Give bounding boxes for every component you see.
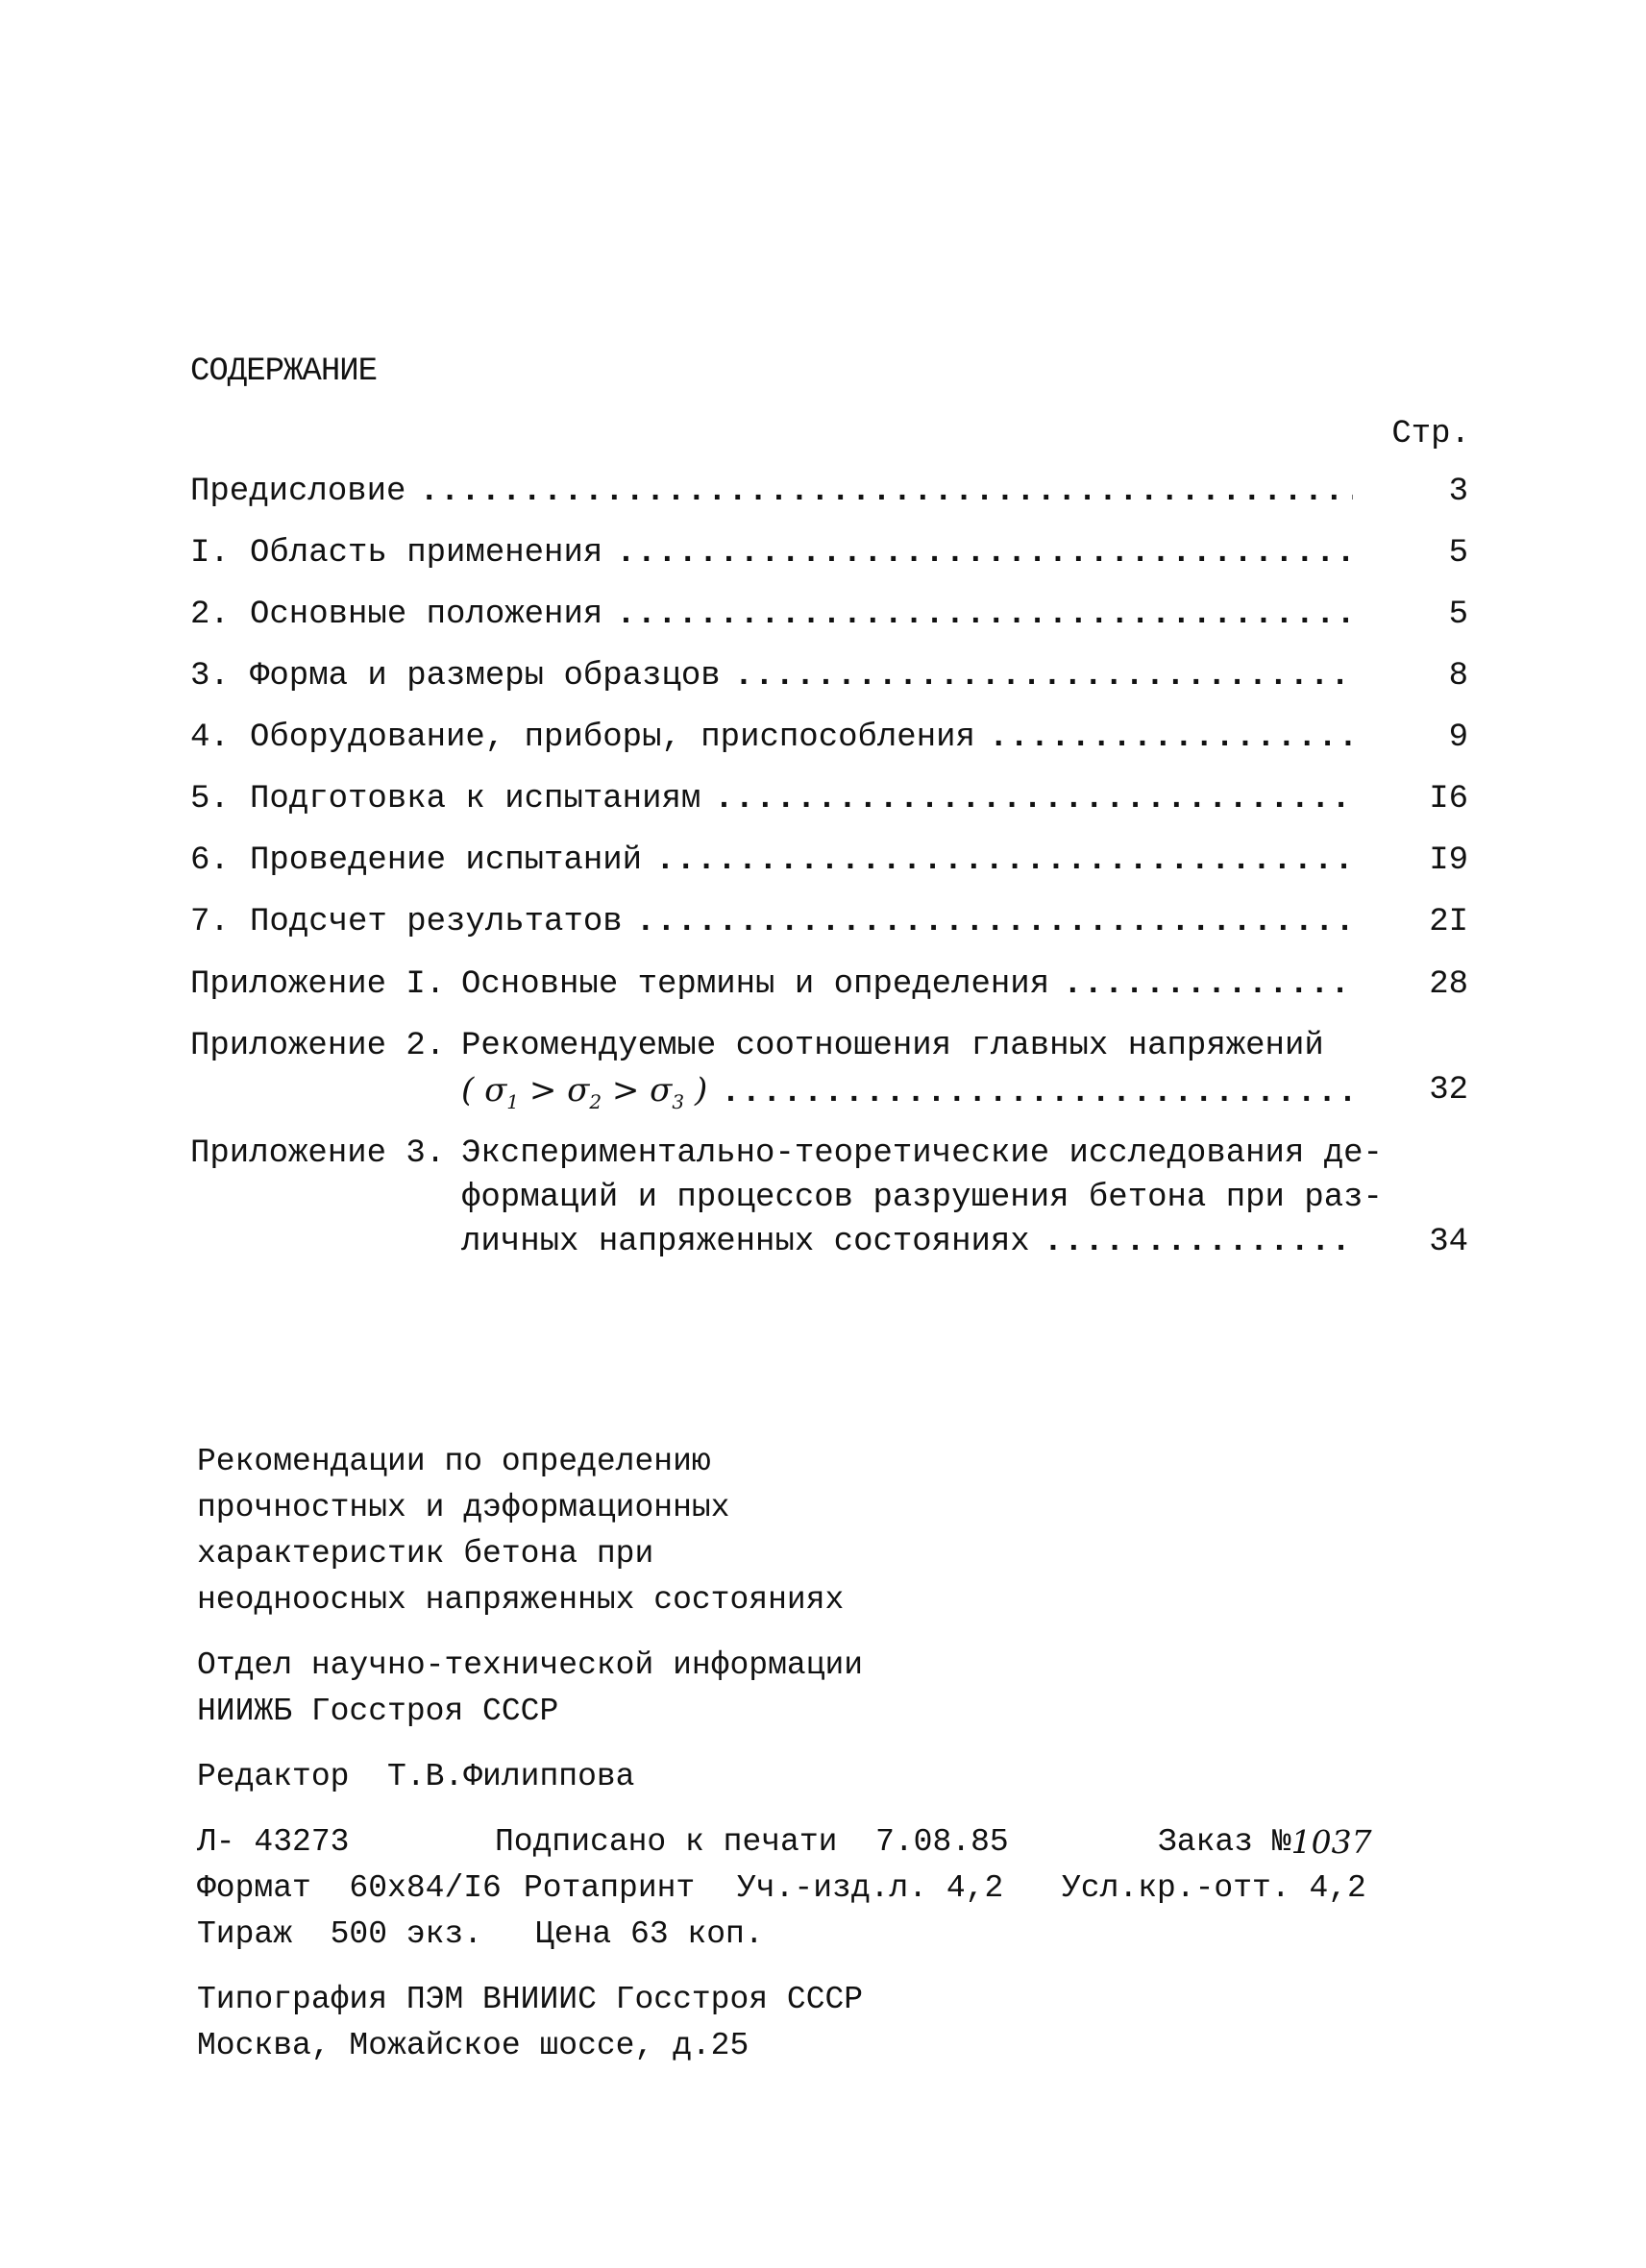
appendix-title-line: Экспериментально-теоретические исследования де- [461,1135,1383,1172]
appendix-title: Основные термины и определения [461,966,1050,1003]
dot-leader [636,901,1353,943]
table-of-contents [190,471,1468,1266]
signed-date: Подписано к печати 7.08.85 [495,1824,1009,1860]
toc-entry-title: Подготовка к испытаниям [250,781,701,817]
toc-entry-6 [190,840,1468,901]
toc-entry-page: I9 [1429,842,1468,879]
toc-entry-page: 3 [1448,474,1468,510]
dot-leader [1044,1220,1353,1264]
publication-title-line: характеристик бетона при [197,1536,654,1572]
dot-leader [734,655,1353,697]
toc-appendix-1 [190,963,1468,1024]
print-run: Тираж 500 экз. [197,1916,483,1952]
principal-stress-formula: ( $\sigma_1 > \sigma_2 > \sigma_3$ ) [461,1071,708,1113]
toc-entry-page: 28 [1429,966,1468,1003]
toc-entry-4 [190,717,1468,778]
toc-appendix-2 [190,1024,1468,1132]
printer-line: Москва, Можайское шоссе, д.25 [197,2028,749,2063]
appendix-title: Рекомендуемые соотношения главных напряжений [461,1028,1324,1064]
order-number: 1037 [1290,1823,1372,1861]
printer-line: Типография ПЭМ ВНИИИС Госстроя СССР [197,1982,864,2017]
toc-entry-1 [190,532,1468,594]
print-details [197,1819,1372,1958]
toc-entry-number: 6. [190,842,230,879]
dot-leader [616,594,1353,636]
publication-title-line: неодноосных напряженных состояниях [197,1582,845,1618]
printer [197,1977,1372,2069]
toc-entry-number: 4. [190,719,230,756]
license-number: Л- 43273 [197,1824,350,1860]
toc-entry-page: 5 [1448,535,1468,572]
toc-entry-preface [190,471,1468,532]
publisher [197,1643,1372,1735]
toc-entry-page: I6 [1429,781,1468,817]
toc-appendix-3 [190,1132,1468,1266]
toc-entry-2 [190,594,1468,655]
paper-format: Формат 60х84/I6 [197,1870,502,1906]
toc-entry-page: 34 [1429,1224,1468,1260]
contents-heading: СОДЕРЖАНИЕ [190,354,378,390]
toc-entry-7 [190,901,1468,963]
publisher-line: Отдел научно-технической информации [197,1647,864,1683]
imprint-block [197,1439,1372,2088]
toc-entry-title: Проведение испытаний [250,842,643,879]
toc-entry-title: Подсчет результатов [250,904,623,940]
dot-leader [721,1071,1353,1115]
print-method: Ротапринт [524,1870,696,1906]
editor-line: Редактор Т.В.Филиппова [197,1759,635,1794]
toc-entry-title: Предисловие [190,474,406,510]
toc-entry-number: 7. [190,904,230,940]
toc-entry-title: Основные положения [250,597,603,633]
toc-entry-page: 5 [1448,597,1468,633]
dot-leader [989,717,1353,759]
editor [197,1754,1372,1800]
publisher-line: НИИЖБ Госстроя СССР [197,1694,559,1729]
dot-leader [714,778,1353,820]
uch-izd-sheets: Уч.-изд.л. 4,2 [737,1870,1004,1906]
dot-leader [616,532,1353,574]
toc-entry-title: Область применения [250,535,603,572]
publication-title-line: Рекомендации по определению [197,1444,711,1479]
publication-title [197,1439,1372,1623]
page-column-label: Стр. [1391,416,1470,452]
toc-entry-number: I. [190,535,230,572]
publication-title-line: прочностных и дэформационных [197,1490,730,1525]
toc-entry-5 [190,778,1468,840]
toc-entry-title: Оборудование, приборы, приспособления [250,719,975,756]
price: Цена 63 коп. [535,1916,764,1952]
toc-entry-page: 2I [1429,904,1468,940]
appendix-label: Приложение 3. [190,1135,446,1172]
appendix-title-line: личных напряженных состояниях [461,1224,1030,1260]
toc-entry-page: 8 [1448,658,1468,695]
toc-entry-number: 2. [190,597,230,633]
order-label: Заказ № [1158,1824,1291,1860]
dot-leader [1063,963,1353,1007]
toc-entry-title: Форма и размеры образцов [250,658,721,695]
toc-entry-3 [190,655,1468,717]
toc-entry-page: 32 [1429,1072,1468,1109]
usl-print-sheets: Усл.кр.-отт. 4,2 [1062,1870,1366,1906]
dot-leader [655,840,1353,882]
dot-leader [419,471,1353,513]
appendix-label: Приложение 2. [190,1028,446,1064]
toc-entry-number: 5. [190,781,230,817]
toc-entry-number: 3. [190,658,230,695]
toc-entry-page: 9 [1448,719,1468,756]
appendix-label: Приложение I. [190,966,446,1003]
appendix-title-line: формаций и процессов разрушения бетона при раз- [461,1180,1383,1216]
